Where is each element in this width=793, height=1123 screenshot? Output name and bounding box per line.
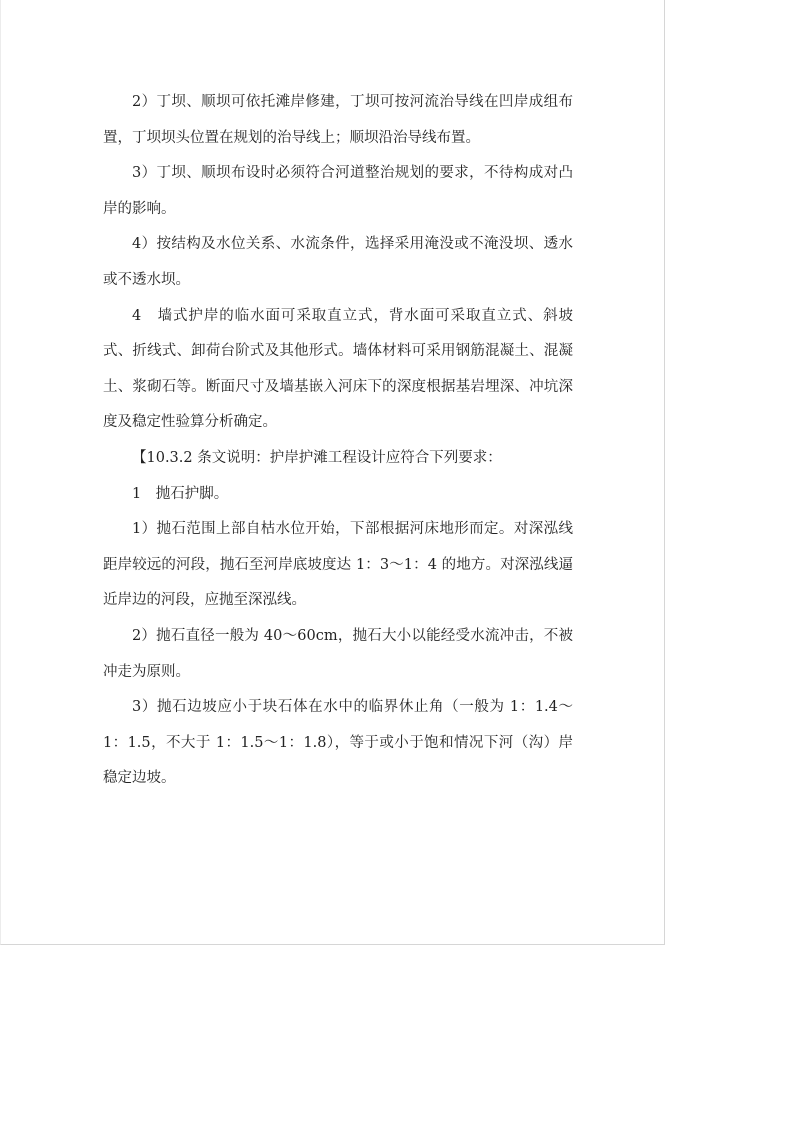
paragraph-groin-planning: 3）丁坝、顺坝布设时必须符合河道整治规划的要求，不待构成对凸岸的影响。 xyxy=(103,165,573,217)
paragraph-groin-layout: 2）丁坝、顺坝可依托滩岸修建，丁坝可按河流治导线在凹岸成组布置，丁坝坝头位置在规划的治导线上；顺坝沿治导线布置。 xyxy=(103,94,573,146)
paragraph-dam-type-selection: 4）按结构及水位关系、水流条件，选择采用淹没或不淹没坝、透水或不透水坝。 xyxy=(103,236,573,288)
paragraph-wall-revetment: 4 墙式护岸的临水面可采取直立式，背水面可采取直立式、斜坡式、折线式、卸荷台阶式及其他形式。墙体材料可采用钢筋混凝土、混凝土、浆砌石等。断面尺寸及墙基嵌入河床下的深度根据基岩埋深、冲坑深度及稳定性验算分析确定。 xyxy=(103,307,573,431)
document-body xyxy=(103,85,573,797)
paragraph-riprap-range: 1）抛石范围上部自枯水位开始，下部根据河床地形而定。对深泓线距岸较远的河段，抛石至河岸底坡度达 1：3～1：4 的地方。对深泓线逼近岸边的河段，应抛至深泓线。 xyxy=(103,521,573,609)
paragraph-riprap-diameter: 2）抛石直径一般为 40～60cm，抛石大小以能经受水流冲击，不被冲走为原则。 xyxy=(103,627,573,680)
paragraph-riprap-toe-heading: 1 抛石护脚。 xyxy=(132,485,229,502)
paragraph-clause-explanation-heading: 【10.3.2 条文说明：护岸护滩工程设计应符合下列要求： xyxy=(132,449,502,466)
paragraph-riprap-slope: 3）抛石边坡应小于块石体在水中的临界休止角（一般为 1：1.4～1：1.5，不大于 1：1.5～1：1.8），等于或小于饱和情况下河（沟）岸稳定边坡。 xyxy=(103,699,573,787)
